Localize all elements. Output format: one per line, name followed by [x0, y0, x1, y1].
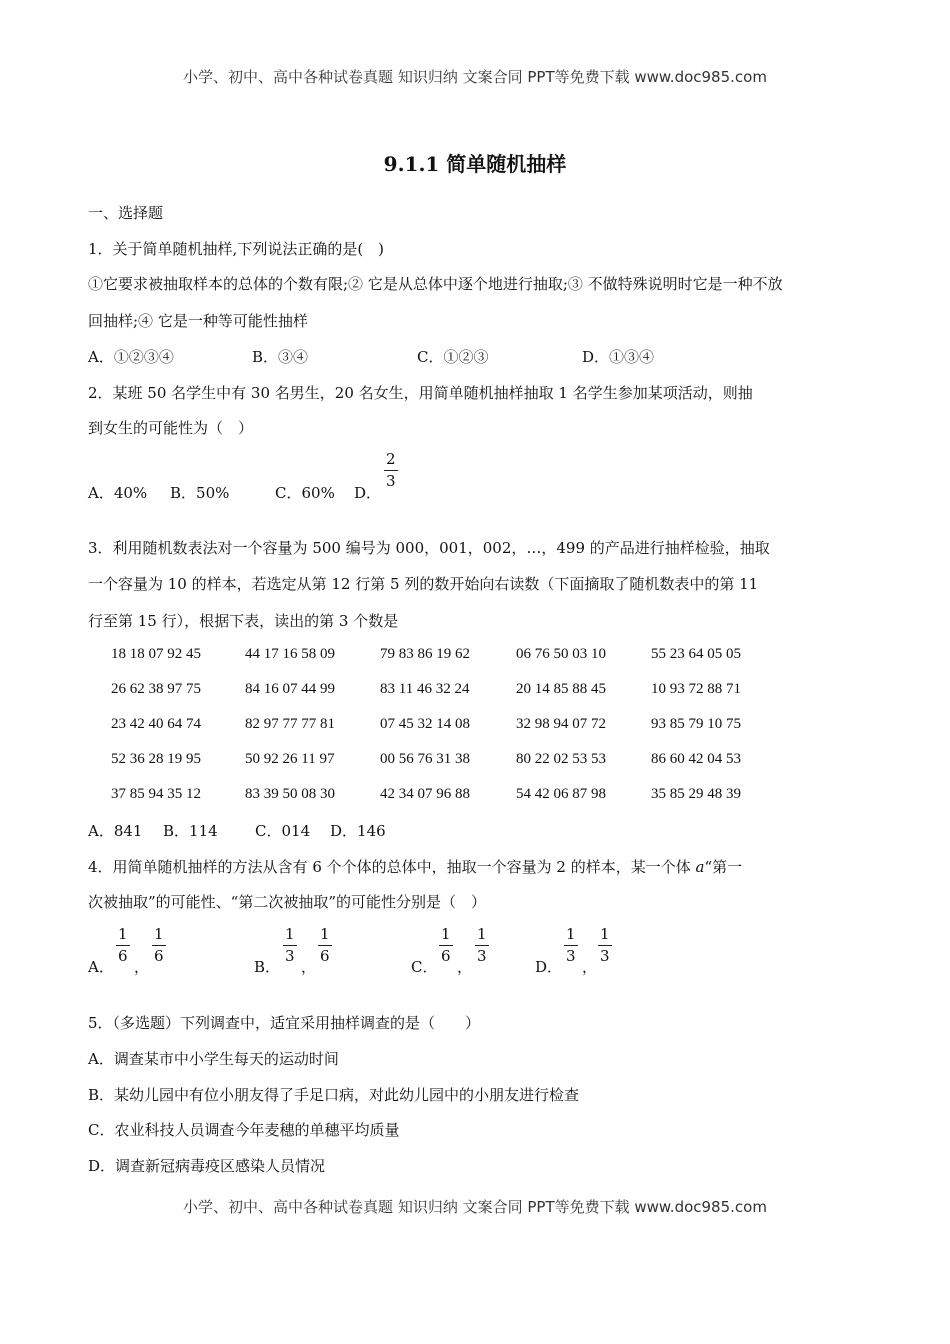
fraction-bar: [384, 470, 398, 471]
q5-option-a: A．调查某市中小学生每天的运动时间: [88, 1050, 339, 1068]
q2-stem-line2: 到女生的可能性为（ ）: [88, 419, 254, 437]
q3-stem-line2: 一个容量为 10 的样本，若选定从第 12 行第 5 列的数开始向右读数（下面摘取了随机数表中的第 11: [88, 575, 759, 593]
fraction-numerator: 1: [477, 925, 487, 943]
fraction: [564, 927, 578, 964]
q2-option-d: [354, 483, 381, 503]
fraction-numerator: 1: [118, 925, 128, 943]
q2-option-b: B．50%: [170, 484, 230, 502]
fraction-bar: [283, 945, 297, 946]
fraction-bar: [152, 945, 166, 946]
q3-option-a: A．841: [88, 822, 143, 840]
random-number-cell: 55 23 64 05 05: [651, 646, 741, 662]
fraction-denominator: 6: [154, 947, 164, 965]
q1-option-a: A．①②③④: [88, 348, 174, 366]
random-number-cell: 18 18 07 92 45: [111, 646, 201, 662]
q4-option-separator: ，: [301, 958, 317, 976]
q3-stem-line3: 行至第 15 行），根据下表，读出的第 3 个数是: [88, 612, 399, 630]
q4-option-separator: ，: [134, 958, 150, 976]
section-heading: 一、选择题: [88, 204, 164, 222]
fraction-denominator: 6: [118, 947, 128, 965]
q1-option-b: B．③④: [252, 348, 309, 366]
random-number-cell: 79 83 86 19 62: [380, 646, 470, 662]
random-number-cell: 26 62 38 97 75: [111, 681, 201, 697]
fraction-numerator: 1: [285, 925, 295, 943]
random-number-cell: 07 45 32 14 08: [380, 716, 470, 732]
fraction: [318, 927, 332, 964]
fraction-denominator: 6: [320, 947, 330, 965]
fraction: [439, 927, 453, 964]
q1-option-c: C．①②③: [417, 348, 489, 366]
fraction-numerator: 1: [600, 925, 610, 943]
random-number-cell: 35 85 29 48 39: [651, 786, 741, 802]
fraction-denominator: 3: [386, 472, 396, 490]
q4-option-label: C．: [411, 958, 438, 976]
q1-statements-line1: ①它要求被抽取样本的总体的个数有限;② 它是从总体中逐个地进行抽取;③ 不做特殊说明时它是一种不放: [88, 275, 783, 293]
random-number-cell: 83 39 50 08 30: [245, 786, 335, 802]
page-footer-banner: 小学、初中、高中各种试卷真题 知识归纳 文案合同 PPT等免费下载 www.doc985.com: [183, 1198, 767, 1216]
q3-stem-line1: 3．利用随机数表法对一个容量为 500 编号为 000，001，002，…，499 的产品进行抽样检验，抽取: [88, 539, 770, 557]
fraction: [598, 927, 612, 964]
q4-stem-line2: 次被抽取”的可能性、“第二次被抽取”的可能性分别是（ ）: [88, 893, 487, 911]
q2-option-c: C．60%: [275, 484, 335, 502]
random-number-cell: 32 98 94 07 72: [516, 716, 606, 732]
fraction: [116, 927, 130, 964]
random-number-cell: 54 42 06 87 98: [516, 786, 606, 802]
fraction-numerator: 1: [154, 925, 164, 943]
random-number-cell: 83 11 46 32 24: [380, 681, 470, 697]
page-header-banner: 小学、初中、高中各种试卷真题 知识归纳 文案合同 PPT等免费下载 www.doc985.com: [183, 68, 767, 86]
q5-stem: 5．（多选题）下列调查中，适宜采用抽样调查的是（ ）: [88, 1014, 481, 1032]
page-title: 9.1.1 简单随机抽样: [383, 152, 567, 176]
random-number-cell: 06 76 50 03 10: [516, 646, 606, 662]
random-number-cell: 82 97 77 77 81: [245, 716, 335, 732]
random-number-cell: 42 34 07 96 88: [380, 786, 470, 802]
fraction-denominator: 3: [600, 947, 610, 965]
random-number-cell: 44 17 16 58 09: [245, 646, 335, 662]
fraction-bar: [318, 945, 332, 946]
random-number-cell: 84 16 07 44 99: [245, 681, 335, 697]
random-number-cell: 93 85 79 10 75: [651, 716, 741, 732]
random-number-cell: 50 92 26 11 97: [245, 751, 335, 767]
random-number-cell: 80 22 02 53 53: [516, 751, 606, 767]
random-number-cell: 86 60 42 04 53: [651, 751, 741, 767]
fraction-denominator: 3: [285, 947, 295, 965]
q4-stem-line1: [88, 857, 742, 877]
q4-stem-text-a: 4．用简单随机抽样的方法从含有 6 个个体的总体中，抽取一个容量为 2 的样本，某一个体: [88, 858, 696, 876]
random-number-cell: 00 56 76 31 38: [380, 751, 470, 767]
q2-option-a: A．40%: [88, 484, 148, 502]
q2-option-d-label: D．: [354, 484, 382, 502]
random-number-cell: 23 42 40 64 74: [111, 716, 201, 732]
fraction-numerator: 1: [441, 925, 451, 943]
fraction-bar: [475, 945, 489, 946]
q1-stem: 1．关于简单随机抽样,下列说法正确的是( ): [88, 240, 385, 258]
q5-option-d: D．调查新冠病毒疫区感染人员情况: [88, 1157, 326, 1175]
fraction-bar: [439, 945, 453, 946]
fraction-numerator: 1: [320, 925, 330, 943]
fraction-denominator: 6: [441, 947, 451, 965]
q3-option-d: D．146: [330, 822, 386, 840]
q2-stem-line1: 2．某班 50 名学生中有 30 名男生，20 名女生，用简单随机抽样抽取 1 名学生参加某项活动，则抽: [88, 384, 753, 402]
q3-option-b: B．114: [163, 822, 218, 840]
q2-option-d-fraction: [384, 452, 398, 489]
fraction-denominator: 3: [477, 947, 487, 965]
fraction-bar: [116, 945, 130, 946]
q4-stem-text-b: “第一: [704, 858, 743, 876]
fraction-denominator: 3: [566, 947, 576, 965]
q3-option-c: C．014: [255, 822, 311, 840]
q1-statements-line2: 回抽样;④ 它是一种等可能性抽样: [88, 312, 308, 330]
q5-option-b: B．某幼儿园中有位小朋友得了手足口病，对此幼儿园中的小朋友进行检查: [88, 1086, 580, 1104]
fraction: [152, 927, 166, 964]
fraction-bar: [564, 945, 578, 946]
fraction: [283, 927, 297, 964]
q5-option-c: C．农业科技人员调查今年麦穗的单穗平均质量: [88, 1121, 400, 1139]
q1-option-d: D．①③④: [582, 348, 655, 366]
q4-option-label: A．: [88, 958, 114, 976]
fraction: [475, 927, 489, 964]
q4-option-label: D．: [535, 958, 563, 976]
random-number-cell: 20 14 85 88 45: [516, 681, 606, 697]
random-number-cell: 37 85 94 35 12: [111, 786, 201, 802]
fraction-numerator: 1: [566, 925, 576, 943]
random-number-cell: 10 93 72 88 71: [651, 681, 741, 697]
fraction-numerator: 2: [386, 450, 396, 468]
fraction-bar: [598, 945, 612, 946]
random-number-cell: 52 36 28 19 95: [111, 751, 201, 767]
q4-option-separator: ，: [457, 958, 473, 976]
q4-option-label: B．: [254, 958, 281, 976]
q4-variable: a: [695, 858, 705, 876]
q4-option-separator: ，: [582, 958, 598, 976]
